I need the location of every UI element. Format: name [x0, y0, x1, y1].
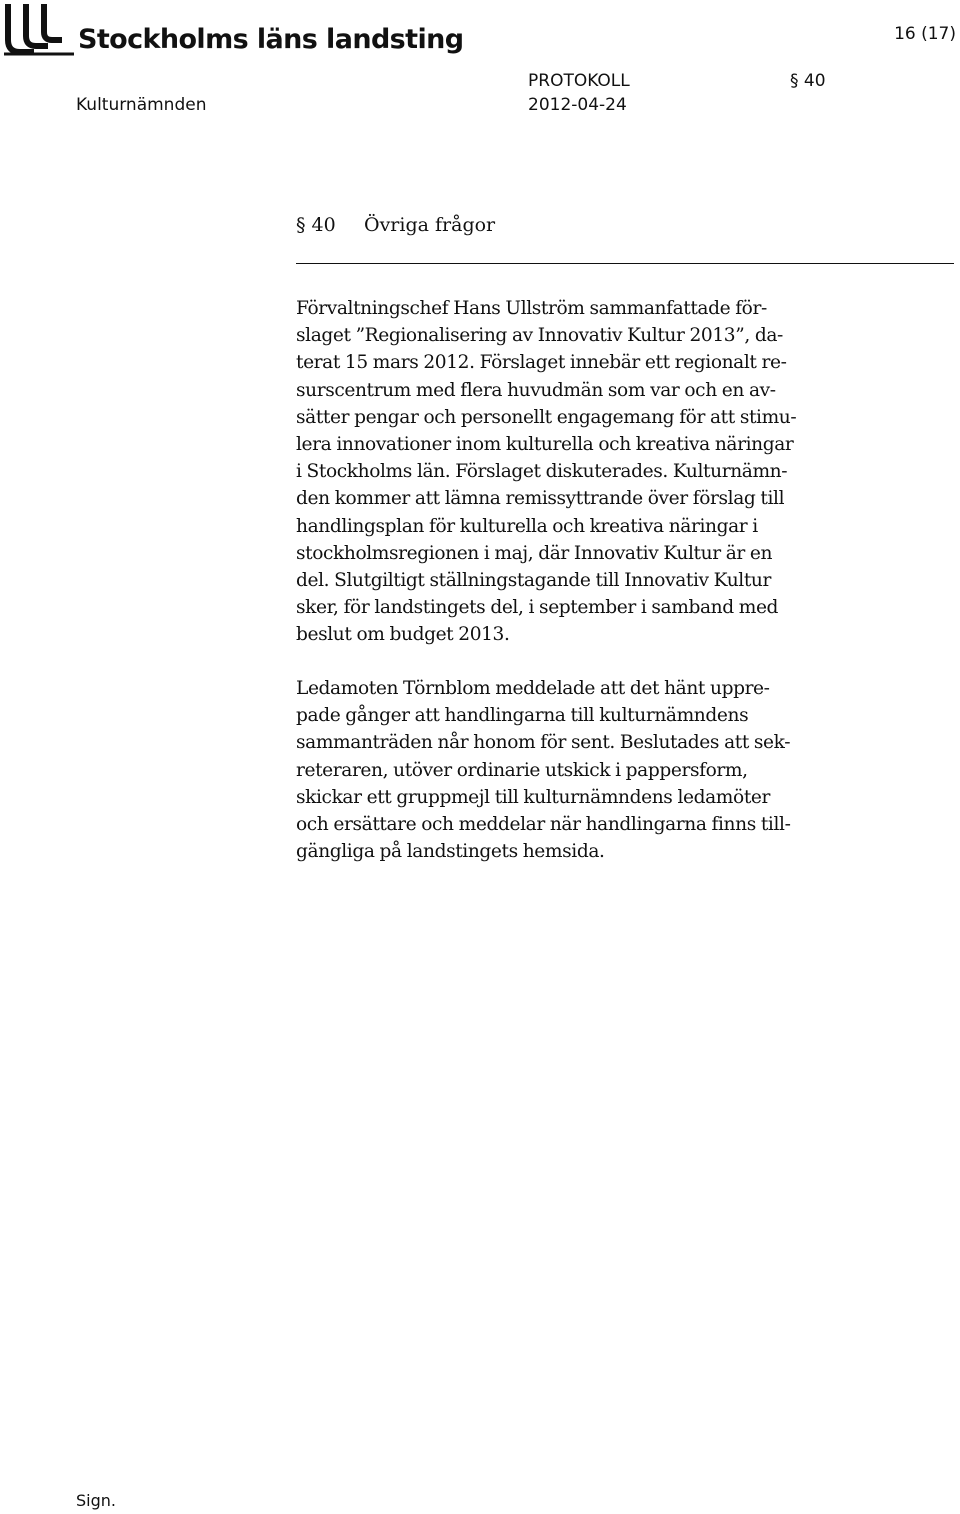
paragraph-line: i Stockholms län. Förslaget diskuterades. Kulturnämn-: [296, 461, 788, 483]
sll-logo-mark-icon: [4, 2, 76, 56]
document-date: 2012-04-24: [528, 95, 627, 115]
paragraph-line: Förvaltningschef Hans Ullström sammanfattade för-: [296, 298, 767, 319]
paragraph-line: gängliga på landstingets hemsida.: [296, 841, 605, 863]
paragraph-line: terat 15 mars 2012. Förslaget innebär ett regionalt re-: [296, 352, 787, 374]
paragraph-line: Ledamoten Törnblom meddelade att det hänt uppre-: [296, 678, 770, 699]
paragraph-line: handlingsplan för kulturella och kreativa näringar i: [296, 515, 758, 537]
section-title: Övriga frågor: [364, 214, 496, 236]
paragraph-line: reteraren, utöver ordinarie utskick i pappersform,: [296, 759, 748, 781]
section-number: § 40: [296, 214, 336, 236]
paragraph-line: lera innovationer inom kulturella och kreativa näringar: [296, 434, 794, 456]
paragraph-line: sätter pengar och personellt engagemang för att stimu-: [296, 406, 797, 428]
paragraph-line: surscentrum med flera huvudmän som var och en av-: [296, 379, 776, 401]
header-paragraph-number: § 40: [790, 71, 826, 91]
paragraph-line: del. Slutgiltigt ställningstagande till Innovativ Kultur: [296, 570, 771, 592]
organization-name: Kulturnämnden: [76, 95, 207, 115]
paragraph-line: sker, för landstingets del, i september i samband med: [296, 597, 779, 619]
paragraph-line: stockholmsregionen i maj, där Innovativ Kultur är en: [296, 542, 773, 564]
paragraph-line: pade gånger att handlingarna till kulturnämndens: [296, 705, 749, 727]
signature-label: Sign.: [76, 1491, 116, 1510]
section-heading: [296, 214, 495, 236]
paragraph-line: och ersättare och meddelar när handlingarna finns till-: [296, 814, 791, 836]
paragraph-decision: [296, 675, 856, 865]
paragraph-line: beslut om budget 2013.: [296, 624, 510, 646]
section-divider: [296, 263, 954, 264]
paragraph-line: skickar ett gruppmejl till kulturnämndens ledamöter: [296, 786, 770, 808]
page-number: 16 (17): [894, 24, 956, 44]
logo-wordmark: Stockholms läns landsting: [78, 24, 464, 55]
paragraph-line: den kommer att lämna remissyttrande över förslag till: [296, 488, 785, 510]
document-type: PROTOKOLL: [528, 71, 630, 91]
paragraph-line: sammanträden når honom för sent. Beslutades att sek-: [296, 732, 791, 754]
paragraph-summary: [296, 295, 856, 649]
paragraph-line: slaget ”Regionalisering av Innovativ Kultur 2013”, da-: [296, 325, 783, 347]
organization-logo: [4, 0, 464, 64]
